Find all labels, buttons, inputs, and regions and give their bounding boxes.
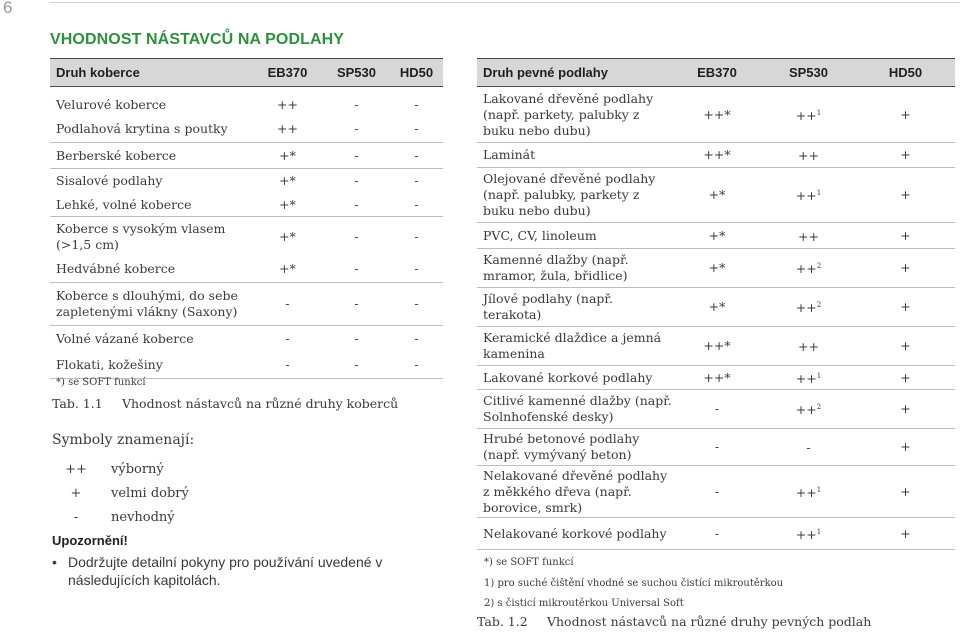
column-header: Druh pevné podlahy bbox=[477, 59, 673, 87]
sp530-value: ++ bbox=[795, 261, 817, 277]
table-header-row bbox=[477, 59, 955, 87]
eb370-rating: - bbox=[673, 518, 761, 550]
sp530-rating bbox=[761, 518, 856, 550]
warning-item bbox=[52, 553, 432, 589]
hd50-rating: + bbox=[856, 466, 955, 518]
table-row bbox=[477, 249, 955, 288]
sp530-rating bbox=[761, 390, 856, 429]
floor-type: Olejované dřevěné podlahy (např. palubky, parkety z buku nebo dubu) bbox=[477, 168, 673, 223]
hd50-rating: + bbox=[856, 429, 955, 466]
floor-type: Lehké, volné koberce bbox=[56, 196, 192, 212]
footnote-mark: 1 bbox=[816, 485, 822, 494]
eb370-rating: - bbox=[673, 466, 761, 518]
caption-label: Tab. 1.1 bbox=[52, 396, 103, 411]
sp530-rating: - bbox=[323, 143, 390, 169]
floor-type: Lakované korkové podlahy bbox=[477, 366, 673, 390]
footnote-mark: 2 bbox=[816, 403, 822, 412]
floor-type: Kamenné dlažby (např. mramor, žula, břidlice) bbox=[477, 249, 673, 288]
hd50-rating: - bbox=[390, 169, 443, 194]
hd50-rating: + bbox=[856, 327, 955, 366]
table-row bbox=[477, 390, 955, 429]
floor-type: Keramické dlaždice a jemná kamenina bbox=[477, 327, 673, 366]
sp530-rating: - bbox=[323, 326, 390, 353]
hd50-rating: - bbox=[414, 196, 419, 212]
table-row bbox=[477, 466, 955, 518]
hd50-rating: - bbox=[390, 353, 443, 379]
top-rule bbox=[50, 2, 960, 3]
table-row bbox=[477, 87, 955, 143]
column-header: EB370 bbox=[673, 59, 761, 87]
floor-type: Citlivé kamenné dlažby (např. Solnhofenské desky) bbox=[477, 390, 673, 429]
sp530-value: ++ bbox=[795, 485, 817, 501]
floor-type: Podlahová krytina s poutky bbox=[56, 120, 228, 136]
eb370-rating: +* bbox=[279, 196, 296, 212]
sp530-rating: - bbox=[323, 217, 390, 257]
symbol: ++ bbox=[65, 462, 87, 477]
eb370-rating: - bbox=[252, 353, 323, 379]
warning-title: Upozornění! bbox=[52, 533, 128, 548]
page-number: 6 bbox=[3, 0, 13, 17]
table-row bbox=[50, 194, 443, 217]
symbol: + bbox=[70, 486, 82, 501]
hd50-rating: + bbox=[856, 390, 955, 429]
sp530-rating bbox=[761, 249, 856, 288]
footnote-mark: 1) bbox=[484, 578, 495, 589]
hd50-rating: + bbox=[856, 223, 955, 249]
hd50-rating: - bbox=[390, 326, 443, 353]
sp530-rating: - bbox=[354, 96, 359, 112]
sp530-value: ++ bbox=[795, 108, 817, 124]
symbol-legend-item bbox=[60, 510, 175, 525]
hd50-rating: + bbox=[900, 106, 911, 122]
table-row bbox=[50, 353, 443, 379]
hd50-rating: + bbox=[856, 518, 955, 550]
table-row bbox=[477, 288, 955, 327]
table-row bbox=[50, 217, 443, 257]
column-header: HD50 bbox=[390, 59, 443, 87]
eb370-rating: ++ bbox=[277, 120, 298, 136]
carpet-table bbox=[50, 58, 443, 379]
footnote-mark: 2 bbox=[816, 262, 822, 271]
eb370-rating: +* bbox=[673, 223, 761, 249]
eb370-rating: ++* bbox=[703, 106, 731, 122]
symbol-meaning: nevhodný bbox=[111, 510, 175, 525]
eb370-rating: ++* bbox=[673, 366, 761, 390]
hd50-rating: + bbox=[856, 168, 955, 223]
floor-type: Nelakované korkové podlahy bbox=[477, 518, 673, 550]
symbol-meaning: velmi dobrý bbox=[111, 486, 189, 501]
table-row bbox=[50, 116, 443, 143]
hd50-rating: + bbox=[856, 249, 955, 288]
sp530-rating: - bbox=[354, 261, 359, 277]
caption-label: Tab. 1.2 bbox=[477, 614, 528, 629]
caption-text: Vhodnost nástavců na různé druhy pevných podlah bbox=[546, 614, 872, 629]
caption-text: Vhodnost nástavců na různé druhy koberců bbox=[121, 396, 399, 411]
table-row bbox=[477, 327, 955, 366]
table-header-row bbox=[50, 59, 443, 87]
hd50-rating: - bbox=[414, 96, 419, 112]
carpet-footnote: *) se SOFT funkcí bbox=[56, 377, 146, 388]
floor-type: Laminát bbox=[477, 143, 673, 168]
hd50-rating: - bbox=[414, 261, 419, 277]
eb370-rating: - bbox=[252, 326, 323, 353]
floor-type: Lakované dřevěné podlahy (např. parkety, palubky z buku nebo dubu) bbox=[483, 91, 654, 138]
column-header: HD50 bbox=[856, 59, 955, 87]
hd50-rating: - bbox=[414, 120, 419, 136]
table-row bbox=[477, 168, 955, 223]
footnote-mark: *) bbox=[484, 557, 493, 568]
eb370-rating: - bbox=[673, 429, 761, 466]
hard-floor-table bbox=[477, 58, 955, 550]
eb370-rating: ++ bbox=[277, 96, 298, 112]
eb370-rating: ++* bbox=[673, 327, 761, 366]
sp530-rating bbox=[761, 87, 856, 143]
eb370-rating: +* bbox=[252, 169, 323, 194]
eb370-rating: +* bbox=[252, 143, 323, 169]
carpet-table-caption bbox=[52, 396, 398, 411]
footnote-mark: 1 bbox=[816, 527, 822, 536]
hard-footnote bbox=[484, 557, 574, 568]
sp530-value: ++ bbox=[795, 527, 817, 543]
table-row bbox=[50, 257, 443, 283]
symbols-title: Symboly znamenají: bbox=[52, 432, 195, 448]
eb370-rating: +* bbox=[673, 168, 761, 223]
floor-type: Flokati, kožešiny bbox=[50, 353, 252, 379]
sp530-value: ++ bbox=[795, 371, 817, 387]
sp530-rating bbox=[761, 466, 856, 518]
sp530-rating: - bbox=[323, 169, 390, 194]
floor-type: Hedvábné koberce bbox=[56, 261, 176, 277]
sp530-value: ++ bbox=[798, 148, 819, 164]
eb370-rating: +* bbox=[279, 261, 296, 277]
hd50-rating: + bbox=[856, 366, 955, 390]
warning-text: Dodržujte detailní pokyny pro používání uvedené v následujících kapitolách. bbox=[68, 554, 383, 588]
sp530-value: - bbox=[806, 440, 811, 456]
table-row bbox=[50, 326, 443, 353]
column-header: SP530 bbox=[761, 59, 856, 87]
table-row bbox=[477, 223, 955, 249]
column-header: EB370 bbox=[252, 59, 323, 87]
sp530-value: ++ bbox=[798, 339, 819, 355]
sp530-rating bbox=[761, 429, 856, 466]
hd50-rating: + bbox=[856, 143, 955, 168]
column-header: SP530 bbox=[323, 59, 390, 87]
eb370-rating: +* bbox=[673, 249, 761, 288]
sp530-value: ++ bbox=[795, 188, 817, 204]
floor-type: Hrubé betonové podlahy (např. vymývaný beton) bbox=[477, 429, 673, 466]
symbol-legend-item bbox=[60, 486, 189, 501]
floor-type: Sisalové podlahy bbox=[50, 169, 252, 194]
hard-table-caption bbox=[477, 614, 871, 629]
footnote-mark: 2 bbox=[816, 301, 822, 310]
sp530-rating: - bbox=[323, 283, 390, 326]
eb370-rating: +* bbox=[673, 288, 761, 327]
hard-footnote bbox=[484, 578, 783, 589]
floor-type: Nelakované dřevěné podlahy z měkkého dřeva (např. borovice, smrk) bbox=[477, 466, 673, 518]
symbol-meaning: výborný bbox=[111, 462, 164, 477]
footnote-mark: 1 bbox=[816, 371, 822, 380]
footnote-text: se SOFT funkcí bbox=[496, 557, 574, 568]
footnote-text: pro suché čištění vhodné se suchou čistící mikroutěrkou bbox=[497, 578, 784, 589]
sp530-value: ++ bbox=[798, 229, 819, 245]
sp530-rating: - bbox=[354, 120, 359, 136]
table-row bbox=[50, 87, 443, 116]
sp530-value: ++ bbox=[795, 402, 817, 418]
sp530-rating: - bbox=[354, 196, 359, 212]
table-row bbox=[477, 429, 955, 466]
eb370-rating: - bbox=[252, 283, 323, 326]
sp530-rating bbox=[761, 143, 856, 168]
bullet-icon: • bbox=[52, 554, 57, 570]
footnote-text: s čisticí mikroutěrkou Universal Soft bbox=[497, 598, 684, 609]
symbol-legend-item bbox=[60, 462, 164, 477]
floor-type: Velurové koberce bbox=[56, 96, 167, 112]
hd50-rating: - bbox=[390, 217, 443, 257]
table-row bbox=[50, 143, 443, 169]
hd50-rating: - bbox=[390, 143, 443, 169]
sp530-rating bbox=[761, 366, 856, 390]
table-row bbox=[477, 518, 955, 550]
sp530-value: ++ bbox=[795, 300, 817, 316]
column-header: Druh koberce bbox=[50, 59, 252, 87]
sp530-rating bbox=[761, 223, 856, 249]
floor-type: Koberce s dlouhými, do sebe zapletenými vlákny (Saxony) bbox=[50, 283, 252, 326]
table-row bbox=[50, 283, 443, 326]
floor-type: PVC, CV, linoleum bbox=[477, 223, 673, 249]
footnote-mark: 1 bbox=[816, 189, 822, 198]
sp530-rating bbox=[761, 168, 856, 223]
symbol: - bbox=[73, 510, 79, 525]
floor-type: Volné vázané koberce bbox=[50, 326, 252, 353]
footnote-mark: 2) bbox=[484, 598, 495, 609]
eb370-rating: +* bbox=[252, 217, 323, 257]
sp530-rating bbox=[761, 288, 856, 327]
floor-type: Koberce s vysokým vlasem (>1,5 cm) bbox=[50, 217, 252, 257]
eb370-rating: ++* bbox=[673, 143, 761, 168]
eb370-rating: - bbox=[673, 390, 761, 429]
table-row bbox=[50, 169, 443, 194]
table-row bbox=[477, 366, 955, 390]
sp530-rating bbox=[761, 327, 856, 366]
table-row bbox=[477, 143, 955, 168]
footnote-mark: 1 bbox=[816, 108, 822, 117]
page-title: VHODNOST NÁSTAVCŮ NA PODLAHY bbox=[50, 31, 345, 48]
hard-footnote bbox=[484, 598, 684, 609]
hd50-rating: + bbox=[856, 288, 955, 327]
floor-type: Berberské koberce bbox=[50, 143, 252, 169]
sp530-rating: - bbox=[323, 353, 390, 379]
floor-type: Jílové podlahy (např. terakota) bbox=[477, 288, 673, 327]
hd50-rating: - bbox=[390, 283, 443, 326]
